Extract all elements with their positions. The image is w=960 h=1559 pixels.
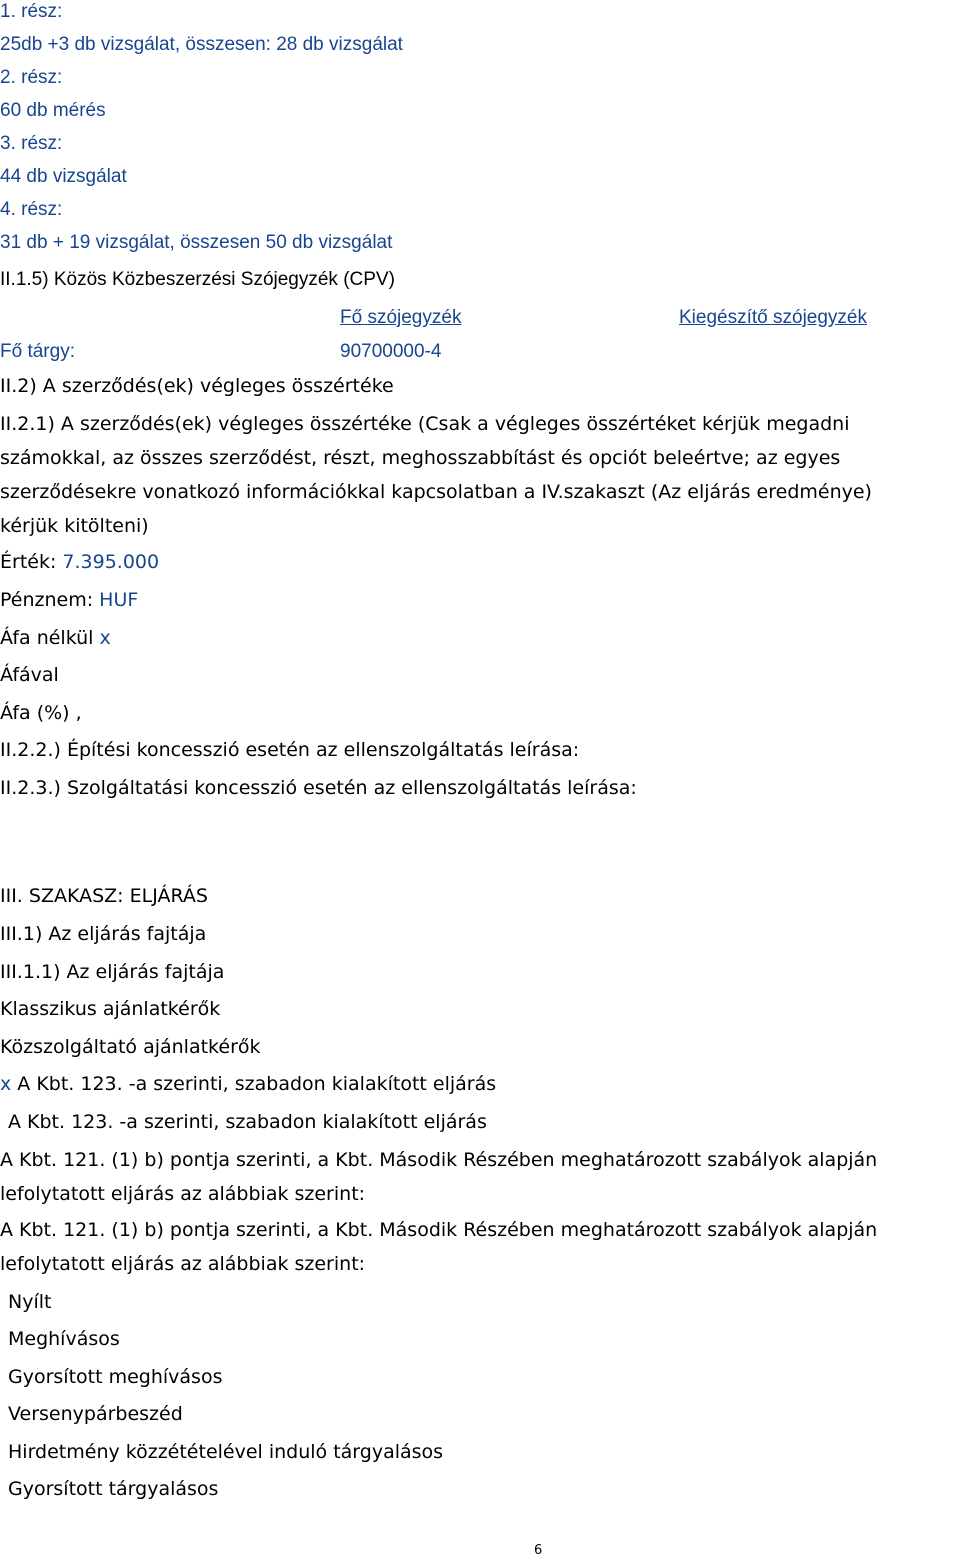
procedure-list-item: Gyorsított meghívásos <box>8 1366 223 1388</box>
vat-excluded-row <box>0 626 111 650</box>
part-4-label: 4. rész: <box>0 199 63 220</box>
vat-excluded-mark: x <box>99 627 111 649</box>
final-value-sub-line-4: kérjük kitölteni) <box>0 515 149 537</box>
utility-contracting-authorities: Közszolgáltató ajánlatkérők <box>0 1036 261 1058</box>
part-1-text: 25db +3 db vizsgálat, összesen: 28 db vizsgálat <box>0 34 403 55</box>
procedure-option-1 <box>0 1072 496 1096</box>
final-value-sub-line-3: szerződésekre vonatkozó információkkal kapcsolatban a IV.szakaszt (Az eljárás eredménye) <box>0 481 872 503</box>
part-4-text: 31 db + 19 vizsgálat, összesen 50 db vizsgálat <box>0 232 393 253</box>
main-object-code: 90700000-4 <box>340 341 442 362</box>
part-3-label: 3. rész: <box>0 133 63 154</box>
procedure-option-3-line-2: lefolytatott eljárás az alábbiak szerint: <box>0 1183 366 1205</box>
procedure-option-4-line-1: A Kbt. 121. (1) b) pontja szerinti, a Kbt. Második Részében meghatározott szabályok alapján <box>0 1219 878 1241</box>
final-value-sub-line-2: számokkal, az összes szerződést, részt, meghosszabbítást és opciót beleértve; az egyes <box>0 447 841 469</box>
supplementary-vocabulary-header: Kiegészítő szójegyzék <box>679 307 867 328</box>
final-value-sub-line-1: II.2.1) A szerződés(ek) végleges összértéke (Csak a végleges összértéket kérjük megadni <box>0 413 850 435</box>
currency-row <box>0 588 138 612</box>
procedure-list-item: Gyorsított tárgyalásos <box>8 1478 219 1500</box>
procedure-option-3-line-1: A Kbt. 121. (1) b) pontja szerinti, a Kbt. Második Részében meghatározott szabályok alapján <box>0 1149 878 1171</box>
procedure-type-heading: III.1) Az eljárás fajtája <box>0 923 207 945</box>
vat-excluded-label: Áfa nélkül <box>0 627 100 649</box>
procedure-option-4-line-2: lefolytatott eljárás az alábbiak szerint: <box>0 1253 366 1275</box>
main-object-label: Fő tárgy: <box>0 341 75 362</box>
main-vocabulary-header: Fő szójegyzék <box>340 307 462 328</box>
part-2-label: 2. rész: <box>0 67 63 88</box>
value-row <box>0 550 159 574</box>
vat-percent-label: Áfa (%) , <box>0 702 82 724</box>
value-amount: 7.395.000 <box>62 551 160 573</box>
page-number: 6 <box>534 1543 543 1558</box>
final-value-heading: II.2) A szerződés(ek) végleges összértéke <box>0 375 394 397</box>
construction-concession-label: II.2.2.) Építési koncesszió esetén az ellenszolgáltatás leírása: <box>0 739 580 761</box>
procedure-type-subheading: III.1.1) Az eljárás fajtája <box>0 961 225 983</box>
section-3-title: III. SZAKASZ: ELJÁRÁS <box>0 885 208 907</box>
procedure-list-item: Hirdetmény közzétételével induló tárgyalásos <box>8 1441 444 1463</box>
value-label: Érték: <box>0 551 63 573</box>
procedure-option-1-text: A Kbt. 123. -a szerinti, szabadon kialakított eljárás <box>11 1073 497 1095</box>
currency-value: HUF <box>99 589 139 611</box>
part-3-text: 44 db vizsgálat <box>0 166 127 187</box>
currency-label: Pénznem: <box>0 589 100 611</box>
procedure-option-2: A Kbt. 123. -a szerinti, szabadon kialakított eljárás <box>8 1111 487 1133</box>
procedure-list-item: Meghívásos <box>8 1328 120 1350</box>
part-2-text: 60 db mérés <box>0 100 106 121</box>
procedure-option-1-mark: x <box>0 1073 12 1095</box>
vat-included-label: Áfával <box>0 664 59 686</box>
part-1-label: 1. rész: <box>0 1 63 22</box>
procedure-list-item: Versenypárbeszéd <box>8 1403 183 1425</box>
cpv-heading: II.1.5) Közös Közbeszerzési Szójegyzék (CPV) <box>0 269 395 290</box>
classic-contracting-authorities: Klasszikus ajánlatkérők <box>0 998 221 1020</box>
service-concession-label: II.2.3.) Szolgáltatási koncesszió esetén az ellenszolgáltatás leírása: <box>0 777 637 799</box>
procedure-list-item: Nyílt <box>8 1291 52 1313</box>
